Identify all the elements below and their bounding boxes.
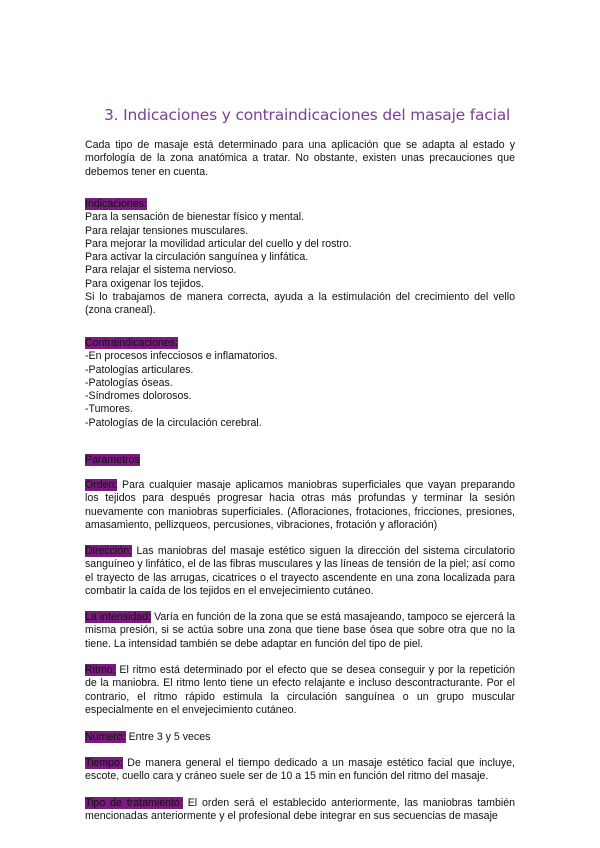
param-ritmo [85,664,515,717]
intro-text: Cada tipo de masaje está determinado para una aplicación que se adapta al estado y morfología de la zona anatómica a tratar. No obstante, existen unas precauciones que debemos tener en cuenta. [85,139,515,178]
contraindicaciones-item: -En procesos infecciosos e inflamatorios. [85,350,278,363]
contraindicaciones-block [85,337,515,430]
indicaciones-item: Para oxigenar los tejidos. [85,277,204,290]
tiempo-text: De manera general el tiempo dedicado a un masaje estético facial que incluye, escote, cuello cara y cráneo suele ser de 10 a 15 min en función del ritmo del masaje. [85,757,515,783]
contraindicaciones-label: Contraindicaciones: [85,337,179,349]
orden-text: Para cualquier masaje aplicamos maniobras superficiales que vayan preparando los tejidos para después progresar hacia otras más profundas y terminar la sesión nuevamente con maniobras superficiales. (Afloraciones, frotaciones, fricciones, presiones, amasamiento, pellizqueos, percusiones, vibraciones, frotación y afloración) [85,479,515,531]
direccion-text: Las maniobras del masaje estético siguen la dirección del sistema circulatorio sanguíneo y linfático, el de las fibras musculares y las líneas de tensión de la piel; así como el trayecto de las arrugas, cicatrices o el trayecto ascendente en una zona localizada para combatir la caída de los tejidos en el envejecimiento cutáneo. [85,545,515,597]
parametros-heading-block [85,454,515,467]
indicaciones-item: Para relajar tensiones musculares. [85,224,249,237]
intro-paragraph [85,139,515,179]
numero-label: Número: [85,731,126,743]
contraindicaciones-item: -Patologías de la circulación cerebral. [85,416,262,429]
param-intensidad [85,611,515,651]
numero-text: Entre 3 y 5 veces [125,731,211,743]
param-direccion [85,545,515,598]
contraindicaciones-item: -Patologías articulares. [85,363,194,376]
contraindicaciones-item: -Tumores. [85,403,133,416]
ritmo-label: Ritmo: [85,664,116,676]
indicaciones-item: Para mejorar la movilidad articular del cuello y del rostro. [85,237,352,250]
indicaciones-note: Si lo trabajamos de manera correcta, ayuda a la estimulación del crecimiento del vello (zona craneal). [85,291,515,317]
parametros-label: Parametros [85,454,140,466]
tipo-text: El orden será el establecido anteriormente, las maniobras también mencionadas anteriormente y el profesional debe integrar en sus secuencias de masaje [85,797,516,823]
indicaciones-label: Indicaciones: [85,198,147,210]
tipo-label: Tipo de tratamiento: [85,797,183,809]
tiempo-label: Tiempo: [85,757,123,769]
contraindicaciones-item: -Síndromes dolorosos. [85,390,192,403]
param-orden [85,479,515,532]
indicaciones-item: Para relajar el sistema nervioso. [85,264,237,277]
section-heading: 3. Indicaciones y contraindicaciones del masaje facial [104,106,511,124]
indicaciones-block [85,198,515,318]
ritmo-text: El ritmo está determinado por el efecto que se desea conseguir y por la repetición de la maniobra. El ritmo lento tiene un efecto relajante e incluso descontracturante. Por el contrario, el ritmo rápido estimula la circulación sanguínea o un grupo muscular especialmente en el envejecimiento cutáneo. [85,664,515,716]
param-tipo [85,797,515,824]
indicaciones-item: Para la sensación de bienestar físico y mental. [85,211,305,224]
intensidad-label: La intensidad: [85,611,152,623]
param-tiempo [85,757,515,784]
direccion-label: Dirección: [85,545,133,557]
contraindicaciones-item: -Patologías óseas. [85,376,173,389]
param-numero [85,731,515,744]
orden-label: Orden: [85,479,118,491]
intensidad-text: Varía en función de la zona que se está masajeando, tampoco se ejercerá la misma presión, si se actúa sobre una zona que tiene base ósea que sobre otra que no la tiene. La intensidad también se debe adaptar en función del tipo de piel. [85,611,516,650]
indicaciones-item: Para activar la circulación sanguínea y linfática. [85,251,309,264]
